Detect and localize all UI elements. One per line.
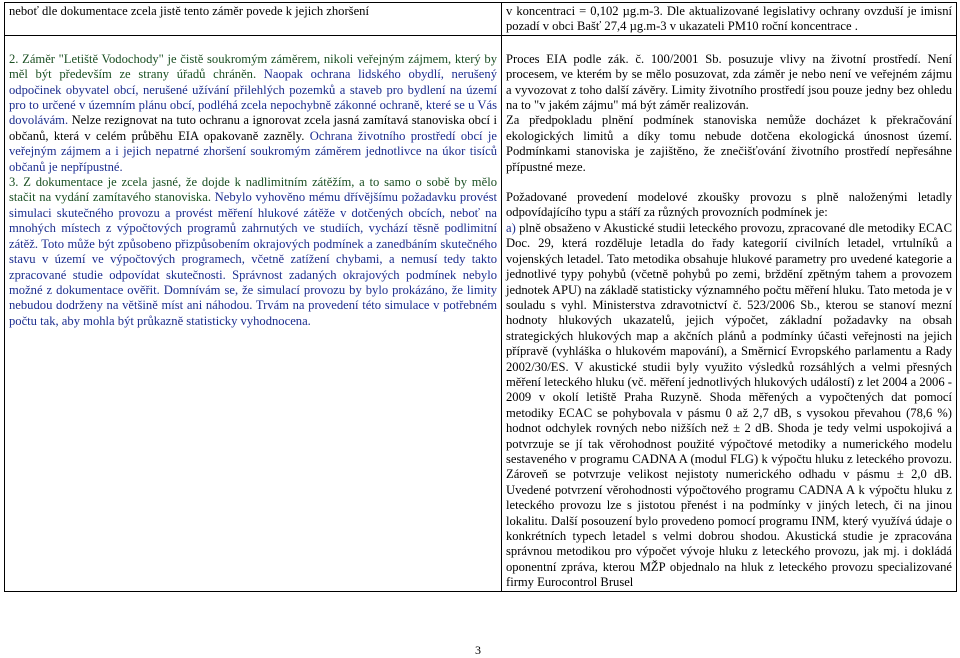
list-marker: a): [506, 220, 516, 235]
objection-point-2: [9, 52, 497, 175]
table-row: [5, 3, 957, 36]
response-acoustic-study: [506, 221, 952, 591]
response-model-test: Požadované provedení modelové zkoušky provozu s plně naloženými letadly odpovídajícího typu a stáří za různých provozních podmínek je:: [506, 190, 952, 220]
response-cell: [502, 35, 957, 591]
objection-text: neboť dle dokumentace zcela jistě tento záměr povede k jejich zhoršení: [9, 4, 369, 18]
comments-table: [4, 2, 957, 592]
objection-cell: [5, 3, 502, 36]
objection-2-text-b: Nelze rezignovat na tuto ochranu a ignorovat zcela jasná zamítavá stanoviska obcí i občanů, která v celém průběhu EIA opakovaně zazněly.: [9, 113, 497, 143]
objection-cell: [5, 35, 502, 591]
table-row: [5, 35, 957, 591]
response-eia-scope: Proces EIA podle zák. č. 100/2001 Sb. posuzuje vlivy na životní prostředí. Není procesem, ve kterém by se mělo posuzovat, zda záměr je nebo není ve veřejném zájmu a vyvozovat z toho další závěry. Limity životního prostředí jsou pouze jedny bez ohledu na to "v jakém zájmu" má být záměr realizován.: [506, 51, 952, 113]
objection-point-3: [9, 175, 497, 329]
objection-3-text: Nebylo vyhověno mému dřívějšímu požadavku provést simulaci skutečného provozu a provést měření hlukové zátěže v dotčených obcích, neboť na mnohých místech z výpočtových programů zahrnutých ve studiích, vychází těsně podlimitní zátěž. Toto může být způsobeno přizpůsobením okrajových podmínek a zanedbáním skutečného stavu v území ve výpočtových programech, včetně zatížení chybami, a nemusí tedy takto zpracované studie odpovídat skutečnosti. Správnost zadaných okrajových podmínek nebylo možné z dokumentace ověřit. Domnívám se, že simulací provozu by bylo prokázáno, že limity nebudou dodrženy na většině míst ani náhodou. Trvám na provedení této simulace v potřebném počtu tak, aby mohla být průkazně statisticky vyhodnocena.: [9, 190, 497, 328]
objection-2-text-c: Ochrana životního prostředí obcí je veřejným zájmem a i jejich nepatrné zhoršení soukromým záměrem jednotlivce na úkor tisíců občanů je nepřípustné.: [9, 128, 497, 174]
objection-3-heading: 3. Z dokumentace je zcela jasné, že dojde k nadlimitním zátěžím, a to samo o sobě by mělo stačit na vydání zamítavého stanoviska.: [9, 175, 497, 205]
response-conditions: Za předpokladu plnění podmínek stanoviska nemůže docházet k překračování ekologických limitů a díky tomu nebude dotčena ekologická únosnost území. Podmínkami stanoviska je zajištěno, že znečišťování životního prostředí nepřesáhne přípustné meze.: [506, 113, 952, 174]
objection-2-text-a: Naopak ochrana lidského obydlí, nerušený odpočinek obyvatel obcí, nerušené užívání přilehlých pozemků a staveb pro bydlení na území pro to určené v územním plánu obcí, podléhá zcela nepochybně zákonné ochraně, které se u Vás dovolávám.: [9, 67, 497, 128]
response-cell: [502, 3, 957, 36]
objection-2-heading: 2. Záměr "Letiště Vodochody" je čistě soukromým záměrem, nikoli veřejným zájmem, který by měl být především ze strany úřadů chráněn.: [9, 51, 497, 82]
page-number: 3: [475, 643, 481, 657]
response-text: v koncentraci = 0,102 µg.m-3. Dle aktualizované legislativy ochrany ovzduší je imisní pozadí v obci Bašť 27,4 µg.m-3 v ukazateli PM10 roční koncentrace .: [506, 4, 952, 34]
acoustic-study-text: plně obsaženo v Akustické studii leteckého provozu, zpracované dle metodiky ECAC Doc. 29, která rozděluje letadla do řady kategorií civilních letadel, vrtulníků a vojenských letadel. Tato metodika obsahuje hlukové parametry pro uvedené kategorie a jednotlivé typy pohybů (včetně pohybů po zemi, brždění zpětným tahem a provozem jednotek APU) na základě statisticky významného počtu měření hluku. Tato metoda je v souladu s vyhl. Ministerstva zdravotnictví č. 523/2006 Sb., kterou se stanoví mezní hodnoty hlukových ukazatelů, jejich výpočet, základní požadavky na obsah strategických hlukových map a akčních plánů a podmínky účasti veřejnosti na jejich přípravě (vyhláška o hlukovém mapování), a Směrnicí Evropského parlamentu a Rady 2002/30/ES. V akustické studii byly využito výsledků rozsáhlých a velmi přesných měření leteckého hluku (vč. měření jednotlivých hlukových událostí) z let 2004 a 2006 - 2009 v okolí letiště Praha Ruzyně. Shoda měřených a vypočtených dat pomocí metodiky ECAC se pohybovala v pásmu 0 až 2,7 dB, s vysokou převahou (78,6 %) hodnot odchylek rovných nebo nižších než ± 2 dB. Shoda je tedy velmi uspokojivá a potvrzuje se jí tak věrohodnost použité výpočtové metodiky a numerického modelu sestaveného v programu CADNA A (modul FLG) k výpočtu hluku z leteckého provozu. Zároveň se potvrzuje velikost nejistoty numerického odhadu v pásmu ± 2,0 dB. Uvedené potvrzení věrohodnosti výpočtového programu CADNA A k výpočtu hluku z leteckého provozu lze s jistotou přenést i na podmínky v jiných letech, či na jinou lokalitu. Další posouzení bylo provedeno pomocí programu INM, který využívá údaje o konkrétních typech letadel s velmi dobrou shodou. Akustická studie je zpracována správnou metodikou pro výpočet vývoje hluku z leteckého provozu, jak mj. i dokládá oponentní zpráva, kterou MŽP objednalo na hluk z leteckého provozu specializované firmy Eurocontrol Brusel: [506, 220, 952, 590]
